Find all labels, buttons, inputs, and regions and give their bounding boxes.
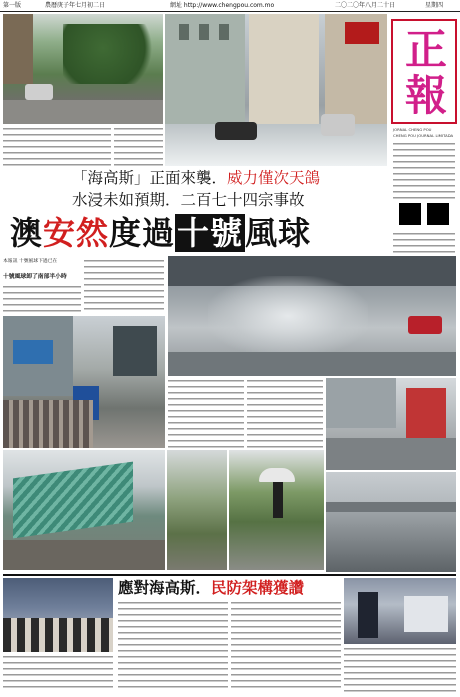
qr-code-icon bbox=[427, 203, 449, 225]
masthead bbox=[391, 19, 457, 269]
boxed-subheadline-text: 十號風球卸了南部半小時 bbox=[3, 274, 67, 280]
photo-fallen-trees bbox=[3, 14, 163, 124]
bottom-article-col-1 bbox=[118, 600, 228, 692]
website: 網址 http://www.chengpou.com.mo bbox=[170, 2, 275, 9]
bottom-divider bbox=[3, 574, 456, 576]
left-article-lead: 本報訊 十號風球下過已在 bbox=[3, 259, 58, 264]
left-article-body bbox=[3, 284, 81, 314]
bottom-headline-part-b: 民防架構獲讚 bbox=[211, 578, 305, 597]
photo-collapsed-roof bbox=[3, 450, 165, 570]
kicker-part-b: 威力僅次天鴿 bbox=[227, 169, 321, 187]
photo-bus-queue bbox=[3, 316, 165, 448]
bottom-article-col-2 bbox=[231, 600, 341, 692]
photo-fallen-tree-street bbox=[167, 450, 227, 570]
bottom-headline-part-a: 應對海高斯． bbox=[118, 578, 212, 597]
boxed-subheadline bbox=[3, 272, 81, 282]
lunar-date: 農曆庚子年七月初二日 bbox=[45, 2, 106, 9]
masthead-box bbox=[391, 19, 457, 124]
masthead-char-zheng: 正 bbox=[404, 25, 447, 74]
left-article-body-2 bbox=[84, 258, 164, 314]
bottom-article-left bbox=[3, 654, 113, 692]
main-part-3: 度過 bbox=[109, 214, 176, 252]
photo-officials-meeting bbox=[344, 578, 456, 644]
main-part-5: 風球 bbox=[245, 214, 312, 252]
subline-headline bbox=[72, 190, 305, 210]
main-headline bbox=[10, 213, 311, 253]
kicker-part-a: 「海高斯」正面來襲． bbox=[72, 169, 228, 187]
photo-torrential-rain bbox=[168, 256, 456, 376]
kicker-headline bbox=[72, 168, 320, 188]
main-part-2: 安然 bbox=[43, 214, 110, 252]
bottom-headline bbox=[118, 578, 304, 598]
main-part-4: 十號 bbox=[177, 214, 244, 252]
photo-storefront-flood bbox=[326, 378, 456, 470]
top-bar bbox=[0, 0, 460, 12]
article-lead-left-2 bbox=[114, 126, 163, 166]
center-lower-col-1 bbox=[168, 378, 244, 450]
masthead-eng-2: CHENG POU JOURNAL LIMITADA bbox=[393, 133, 454, 138]
bottom-article-right bbox=[344, 646, 456, 692]
issue-date: 二〇二〇年八月二十日 bbox=[335, 2, 396, 9]
center-lower-col-2 bbox=[247, 378, 323, 450]
main-part-1: 澳 bbox=[10, 214, 44, 252]
subline-text: 水浸未如預期．二百七十四宗事故 bbox=[72, 191, 305, 209]
masthead-footer-text bbox=[393, 231, 455, 255]
masthead-info-text bbox=[393, 141, 455, 201]
article-lead-left bbox=[3, 126, 111, 166]
section-label: 第一版 bbox=[3, 2, 22, 9]
qr-code-icon bbox=[399, 203, 421, 225]
photo-umbrella-pedestrian bbox=[229, 450, 324, 570]
photo-press-conference bbox=[3, 578, 113, 652]
masthead-char-bao: 報 bbox=[404, 71, 447, 120]
weekday: 星期四 bbox=[425, 2, 444, 9]
photo-flooded-street bbox=[165, 14, 387, 166]
left-article-intro bbox=[3, 258, 81, 272]
masthead-eng-1: JORNAL CHENG POU bbox=[393, 127, 432, 132]
photo-flooded-road bbox=[326, 472, 456, 572]
